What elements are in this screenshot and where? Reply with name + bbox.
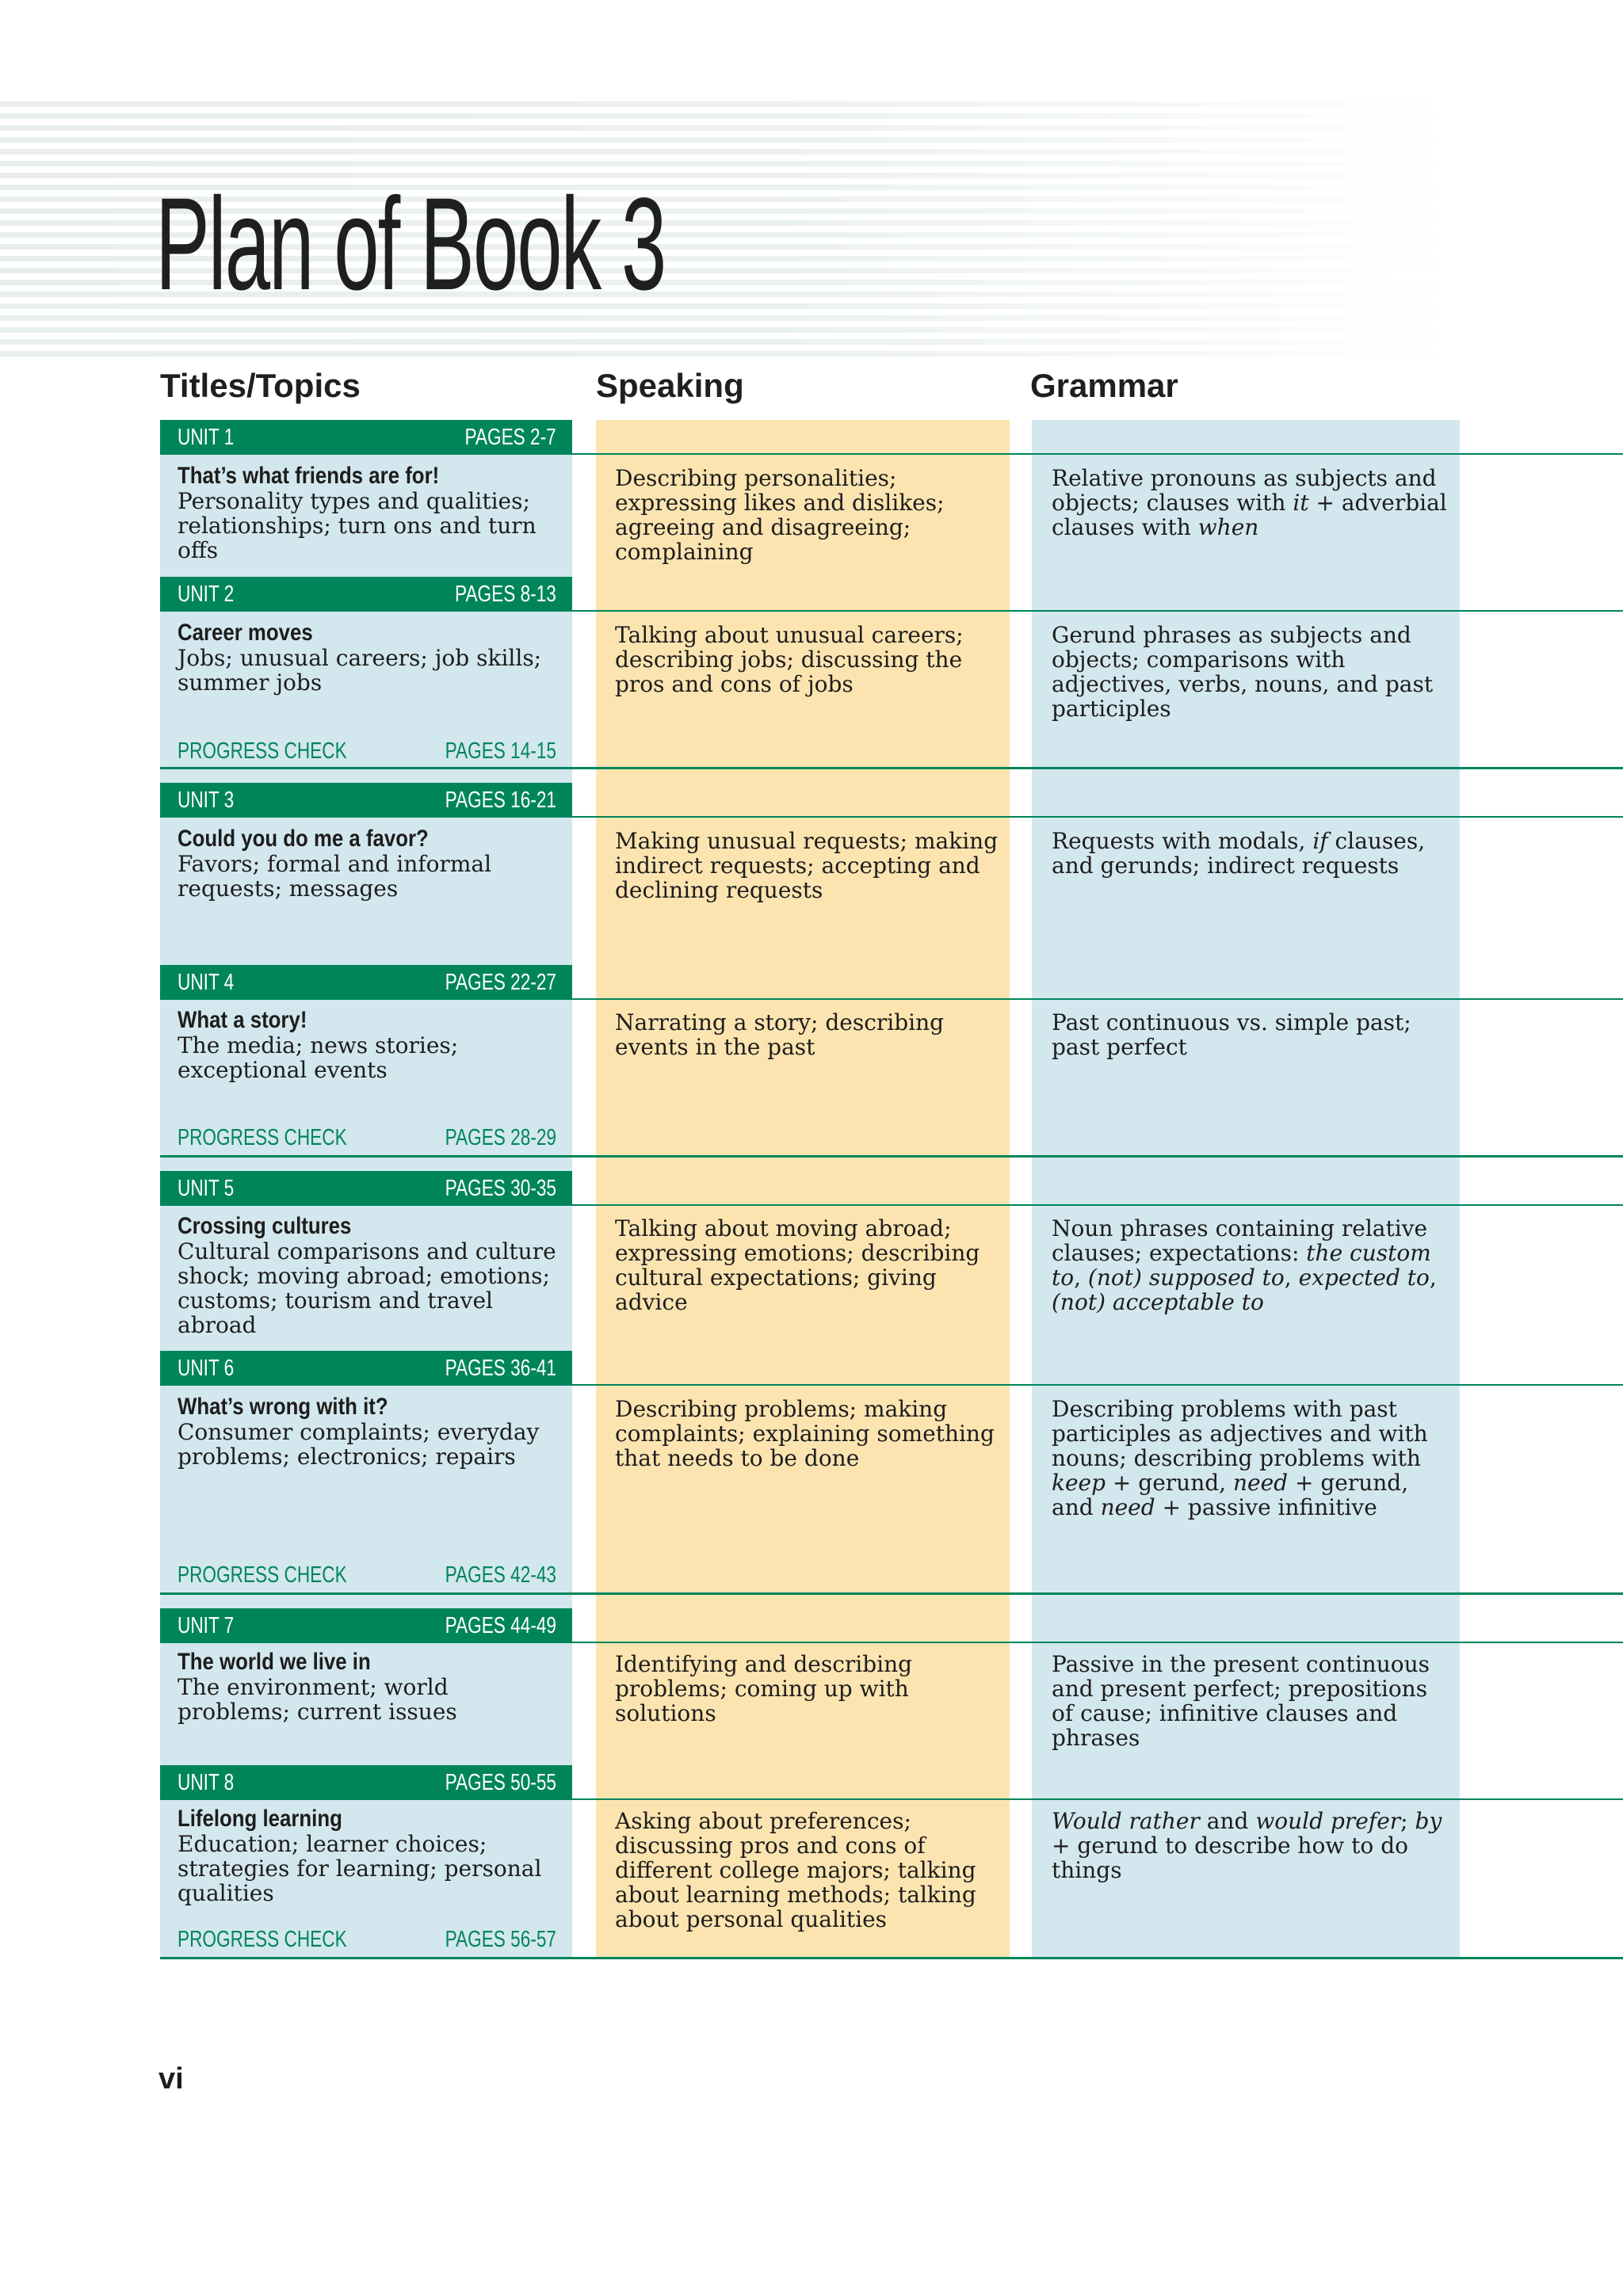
progress-check-pages: PAGES 56-57 bbox=[445, 1927, 556, 1952]
unit-topics: Education; learner choices; strategies for learning; personal qualities bbox=[178, 1831, 542, 1906]
unit-5-titles-cell bbox=[178, 1214, 566, 1337]
unit-8-titles-cell bbox=[178, 1806, 566, 1905]
unit-title: Could you do me a favor? bbox=[178, 826, 429, 852]
unit-4-speaking-cell: Narrating a story; describing events in the past bbox=[615, 1009, 945, 1060]
unit-6-rule bbox=[572, 1384, 1623, 1386]
page-title: Plan of Book 3 bbox=[155, 171, 666, 318]
progress-check-pages: PAGES 28-29 bbox=[445, 1125, 556, 1150]
unit-pages: PAGES 16-21 bbox=[445, 788, 556, 813]
unit-label: UNIT 8 bbox=[178, 1770, 235, 1795]
unit-title: The world we live in bbox=[178, 1649, 371, 1675]
unit-label: UNIT 5 bbox=[178, 1176, 235, 1201]
unit-7-bar bbox=[160, 1608, 572, 1643]
unit-title: That’s what friends are for! bbox=[178, 463, 440, 489]
progress-check-pages: PAGES 42-43 bbox=[445, 1562, 556, 1588]
unit-2-titles-cell bbox=[178, 620, 566, 695]
unit-3-titles-cell bbox=[178, 826, 566, 901]
section-rule-3 bbox=[160, 1592, 1623, 1595]
unit-topics: Favors; formal and informal requests; messages bbox=[178, 851, 492, 902]
unit-4-titles-cell bbox=[178, 1008, 566, 1082]
unit-7-grammar-cell: Passive in the present continuous and present perfect; prepositions of cause; infinitive clauses and phrases bbox=[1052, 1651, 1430, 1751]
unit-2-speaking-cell: Talking about unusual careers; describing jobs; discussing the pros and cons of jobs bbox=[615, 622, 964, 697]
column-header-titles: Titles/Topics bbox=[160, 367, 361, 404]
unit-pages: PAGES 50-55 bbox=[445, 1770, 556, 1795]
unit-5-rule bbox=[572, 1204, 1623, 1206]
unit-title: What a story! bbox=[178, 1007, 307, 1033]
unit-2-bar bbox=[160, 577, 572, 612]
unit-3-bar bbox=[160, 783, 572, 818]
unit-7-speaking-cell: Identifying and describing problems; coming up with solutions bbox=[615, 1651, 913, 1726]
column-header-grammar: Grammar bbox=[1030, 367, 1178, 404]
progress-check-2 bbox=[160, 1120, 572, 1155]
unit-6-grammar-cell: Describing problems with past participles as adjectives and with nouns; describing problems with keep + gerund, need + gerund, and need + passive infinitive bbox=[1052, 1396, 1428, 1520]
unit-1-speaking-cell: Describing personalities; expressing likes and dislikes; agreeing and disagreeing; complaining bbox=[615, 465, 945, 565]
unit-3-rule bbox=[572, 816, 1623, 818]
unit-title: Lifelong learning bbox=[178, 1806, 342, 1832]
unit-topics: Jobs; unusual careers; job skills; summer jobs bbox=[178, 645, 542, 696]
unit-4-bar bbox=[160, 965, 572, 1000]
unit-pages: PAGES 22-27 bbox=[445, 970, 556, 995]
section-rule-4 bbox=[160, 1957, 1623, 1959]
progress-check-label: PROGRESS CHECK bbox=[178, 1125, 347, 1150]
unit-5-bar bbox=[160, 1171, 572, 1206]
unit-3-speaking-cell: Making unusual requests; making indirect requests; accepting and declining requests bbox=[615, 828, 999, 903]
progress-check-pages: PAGES 14-15 bbox=[445, 738, 556, 764]
unit-8-speaking-cell: Asking about preferences; discussing pros and cons of different college majors; talking about learning methods; talking about personal qualities bbox=[615, 1808, 976, 1932]
unit-7-rule bbox=[572, 1642, 1623, 1643]
unit-6-titles-cell bbox=[178, 1394, 566, 1469]
unit-1-bar bbox=[160, 420, 572, 455]
unit-8-bar bbox=[160, 1765, 572, 1800]
page-folio: vi bbox=[158, 2062, 184, 2096]
unit-1-rule bbox=[572, 453, 1623, 455]
column-header-speaking: Speaking bbox=[596, 367, 744, 404]
progress-check-1 bbox=[160, 734, 572, 769]
unit-pages: PAGES 30-35 bbox=[445, 1176, 556, 1201]
progress-check-label: PROGRESS CHECK bbox=[178, 738, 347, 764]
unit-topics: The media; news stories; exceptional events bbox=[178, 1032, 459, 1083]
unit-8-rule bbox=[572, 1798, 1623, 1800]
unit-3-grammar-cell: Requests with modals, if clauses, and gerunds; indirect requests bbox=[1052, 828, 1426, 879]
unit-topics: Cultural comparisons and culture shock; moving abroad; emotions; customs; tourism and travel abroad bbox=[178, 1238, 556, 1338]
unit-8-grammar-cell: Would rather and would prefer; by + gerund to describe how to do things bbox=[1052, 1808, 1442, 1883]
unit-label: UNIT 7 bbox=[178, 1613, 235, 1638]
unit-6-bar bbox=[160, 1351, 572, 1386]
unit-4-grammar-cell: Past continuous vs. simple past; past perfect bbox=[1052, 1009, 1411, 1060]
unit-pages: PAGES 2-7 bbox=[464, 425, 556, 450]
section-rule-2 bbox=[160, 1155, 1623, 1158]
unit-label: UNIT 3 bbox=[178, 788, 235, 813]
unit-2-grammar-cell: Gerund phrases as subjects and objects; comparisons with adjectives, verbs, nouns, and past participles bbox=[1052, 622, 1434, 722]
unit-title: Crossing cultures bbox=[178, 1213, 352, 1239]
unit-label: UNIT 1 bbox=[178, 425, 235, 450]
unit-7-titles-cell bbox=[178, 1650, 566, 1724]
unit-topics: The environment; world problems; current issues bbox=[178, 1674, 457, 1725]
unit-label: UNIT 4 bbox=[178, 970, 235, 995]
unit-topics: Consumer complaints; everyday problems; electronics; repairs bbox=[178, 1419, 540, 1470]
unit-title: Career moves bbox=[178, 620, 313, 646]
unit-label: UNIT 2 bbox=[178, 582, 235, 607]
progress-check-4 bbox=[160, 1922, 572, 1957]
progress-check-label: PROGRESS CHECK bbox=[178, 1562, 347, 1588]
unit-topics: Personality types and qualities; relationships; turn ons and turn offs bbox=[178, 488, 537, 563]
unit-1-titles-cell bbox=[178, 463, 566, 563]
progress-check-3 bbox=[160, 1558, 572, 1592]
unit-1-grammar-cell: Relative pronouns as subjects and objects; clauses with it + adverbial clauses with when bbox=[1052, 465, 1447, 540]
unit-pages: PAGES 8-13 bbox=[455, 582, 556, 607]
progress-check-label: PROGRESS CHECK bbox=[178, 1927, 347, 1952]
section-rule-1 bbox=[160, 767, 1623, 769]
unit-pages: PAGES 36-41 bbox=[445, 1356, 556, 1381]
unit-label: UNIT 6 bbox=[178, 1356, 235, 1381]
unit-5-grammar-cell: Noun phrases containing relative clauses; expectations: the custom to, (not) supposed to, expected to, (not) acceptable to bbox=[1052, 1215, 1437, 1315]
unit-6-speaking-cell: Describing problems; making complaints; explaining something that needs to be done bbox=[615, 1396, 995, 1471]
unit-4-rule bbox=[572, 998, 1623, 1000]
unit-title: What’s wrong with it? bbox=[178, 1394, 388, 1420]
unit-5-speaking-cell: Talking about moving abroad; expressing emotions; describing cultural expectations; giving advice bbox=[615, 1215, 980, 1315]
unit-pages: PAGES 44-49 bbox=[445, 1613, 556, 1638]
unit-2-rule bbox=[572, 610, 1623, 612]
